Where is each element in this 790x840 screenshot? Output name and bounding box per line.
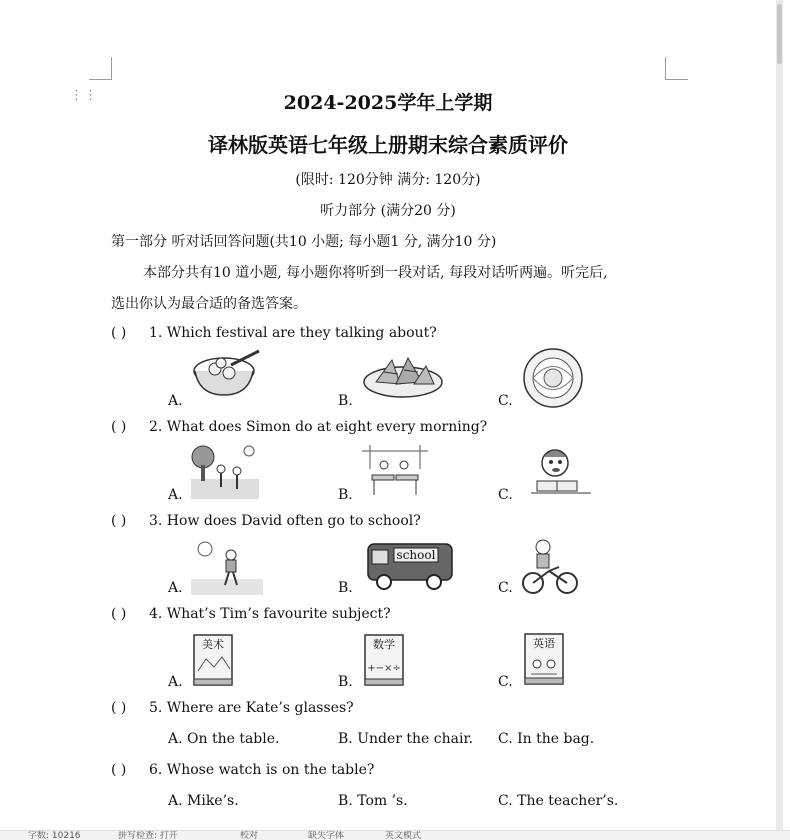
- bus-sign-label: school: [396, 548, 436, 562]
- option-b: B. Tom ’s.: [338, 793, 408, 809]
- answer-blank[interactable]: ( ): [111, 700, 127, 716]
- answer-blank[interactable]: ( ): [111, 762, 127, 778]
- question-2: [111, 419, 487, 435]
- question-3: [111, 513, 421, 529]
- question-text: 5. Where are Kate’s glasses?: [149, 700, 354, 716]
- zongzi-image: [362, 352, 444, 400]
- option-a: A.: [168, 674, 183, 690]
- part1-instructions-line2: 选出你认为最合适的备选答案。: [111, 296, 307, 312]
- question-5: [111, 700, 354, 716]
- book-title-art: 美术: [202, 638, 224, 651]
- option-a: A.: [168, 487, 183, 503]
- option-c: C.: [498, 487, 513, 503]
- option-a: A.: [168, 580, 183, 596]
- option-b: B.: [338, 393, 353, 409]
- tangyuan-bowl-image: [191, 349, 263, 397]
- question-6: [111, 762, 374, 778]
- classroom-image: [362, 445, 428, 499]
- question-1: [111, 325, 437, 341]
- option-a: A. On the table.: [168, 731, 280, 747]
- word-count[interactable]: 字数: 10216: [28, 831, 81, 840]
- option-a: A.: [168, 393, 183, 409]
- children-playing-image: [191, 443, 259, 499]
- question-text: 4. What’s Tim’s favourite subject?: [149, 606, 391, 622]
- mooncake-image: [521, 347, 585, 409]
- option-c: C. The teacher’s.: [498, 793, 619, 809]
- spell-check-toggle[interactable]: 拼写检查: 打开: [118, 831, 178, 840]
- school-bus-image: [362, 538, 456, 592]
- math-book-image: [363, 633, 407, 689]
- part1-instructions-line1: 本部分共有10 道小题, 每小题你将听到一段对话, 每段对话听两遍。听完后,: [143, 265, 608, 281]
- english-book-image: [523, 632, 567, 688]
- question-text: 6. Whose watch is on the table?: [149, 762, 375, 778]
- option-c: C. In the bag.: [498, 731, 595, 747]
- margin-corner-top-right: [665, 57, 688, 80]
- proofread-button[interactable]: 校对: [240, 831, 259, 840]
- language-mode[interactable]: 英文模式: [385, 831, 422, 840]
- option-b: B.: [338, 487, 353, 503]
- option-c: C.: [498, 674, 513, 690]
- boy-on-bicycle-image: [521, 539, 583, 595]
- listening-section-title: 听力部分 (满分20 分): [320, 203, 456, 219]
- option-b: B. Under the chair.: [338, 731, 474, 747]
- question-text: 3. How does David often go to school?: [149, 513, 421, 529]
- block-drag-handle-icon[interactable]: ⋮⋮: [70, 88, 98, 103]
- question-4: [111, 606, 391, 622]
- part1-heading: 第一部分 听对话回答问题(共10 小题; 每小题1 分, 满分10 分): [111, 234, 497, 250]
- art-book-image: [192, 633, 236, 689]
- answer-blank[interactable]: ( ): [111, 419, 127, 435]
- option-c: C.: [498, 580, 513, 596]
- option-b: B.: [338, 674, 353, 690]
- book-title-english: 英语: [533, 637, 555, 650]
- boy-reading-image: [521, 443, 593, 501]
- missing-font-warning[interactable]: 缺失字体: [308, 831, 345, 840]
- svg-text:+−×÷: +−×÷: [367, 663, 401, 674]
- title-year: 2024-2025学年上学期: [283, 92, 493, 114]
- answer-blank[interactable]: ( ): [111, 606, 127, 622]
- title-exam: 译林版英语七年级上册期末综合素质评价: [208, 133, 568, 157]
- option-a: A. Mike’s.: [168, 793, 239, 809]
- option-c: C.: [498, 393, 513, 409]
- walking-boy-image: [191, 539, 263, 595]
- scrollbar-thumb[interactable]: [777, 4, 782, 64]
- time-score-note: (限时: 120分钟 满分: 120分): [295, 172, 481, 188]
- option-b: B.: [338, 580, 353, 596]
- margin-corner-top-left: [89, 57, 112, 80]
- vertical-scrollbar[interactable]: [776, 0, 783, 830]
- answer-blank[interactable]: ( ): [111, 325, 127, 341]
- book-title-math: 数学: [373, 638, 395, 651]
- question-text: 1. Which festival are they talking about?: [149, 325, 437, 341]
- question-text: 2. What does Simon do at eight every morning?: [149, 419, 488, 435]
- answer-blank[interactable]: ( ): [111, 513, 127, 529]
